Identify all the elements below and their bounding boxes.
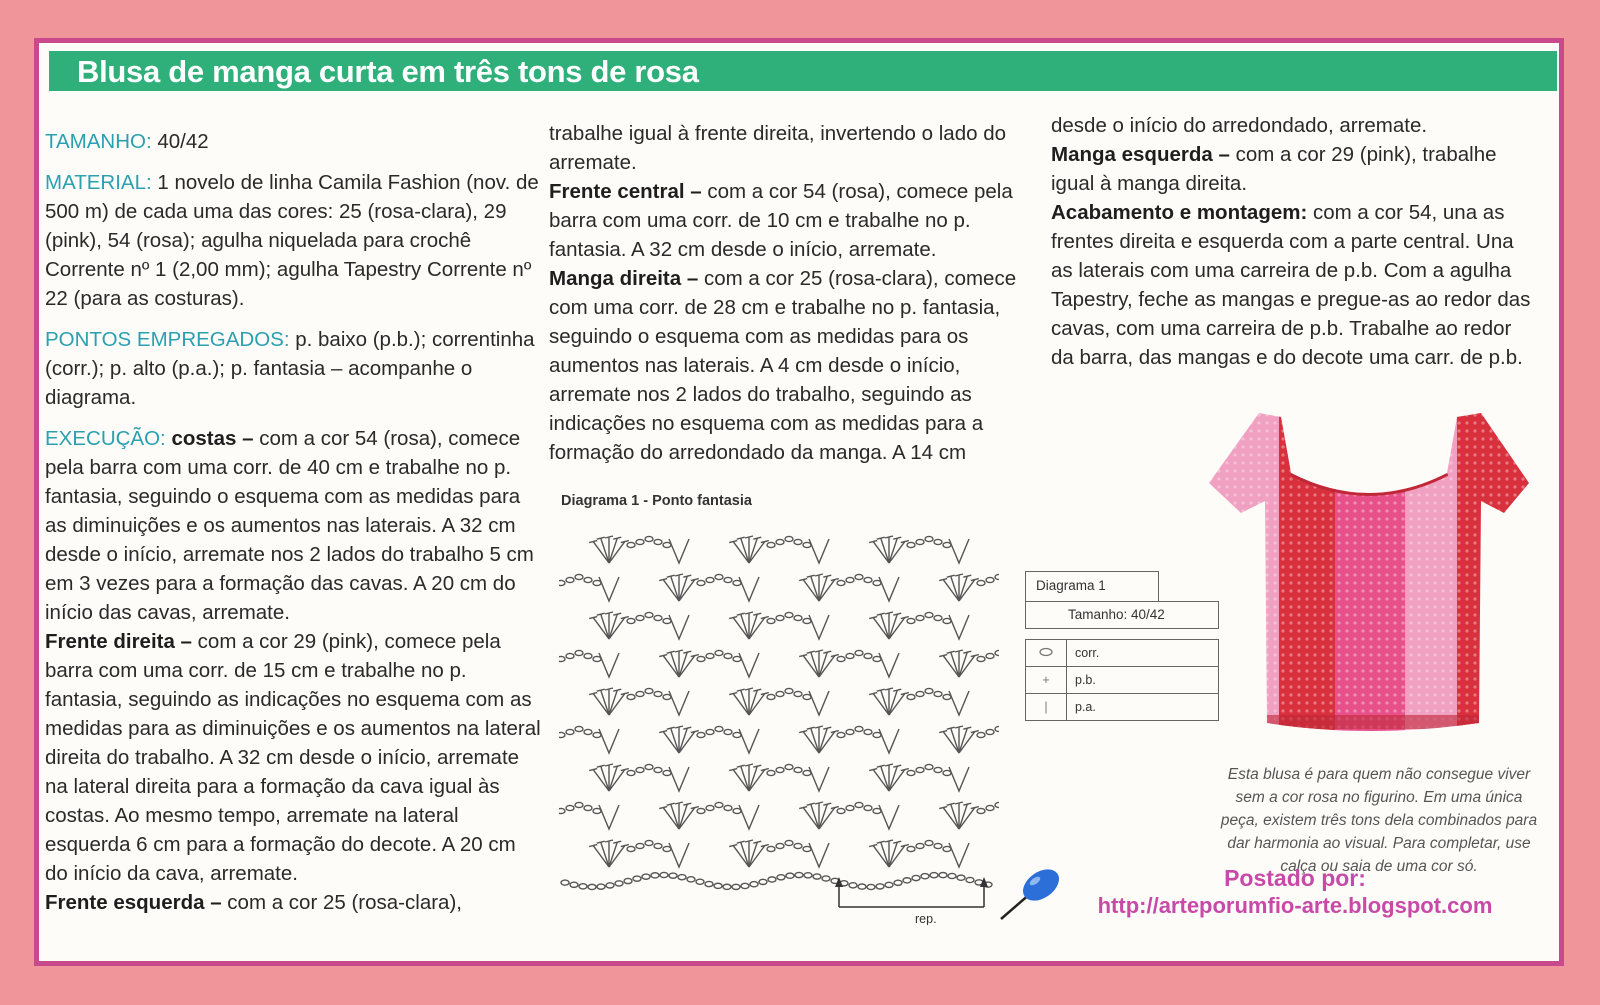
page-frame	[34, 38, 1564, 966]
material-label: MATERIAL:	[45, 171, 152, 194]
frente-central-text: com a cor 54 (rosa), comece pela barra com uma corr. de 10 cm e trabalhe no p. fantasia. A 32 cm desde o início, arremate.	[549, 180, 1013, 261]
tamanho-paragraph	[45, 127, 542, 156]
manga-direita-heading: Manga direita –	[549, 267, 699, 290]
frente-esquerda-paragraph	[45, 888, 542, 917]
pontos-paragraph	[45, 325, 542, 412]
frente-direita-paragraph	[45, 627, 542, 888]
column-3	[1051, 111, 1539, 372]
tamanho-label: TAMANHO:	[45, 130, 152, 153]
legend-row-corr	[1026, 640, 1219, 667]
material-paragraph	[45, 168, 542, 313]
col2-continuation: trabalhe igual à frente direita, invertendo o lado do arremate.	[549, 122, 1007, 174]
chain-stitch-icon	[1026, 640, 1067, 667]
legend-title: Diagrama 1	[1025, 571, 1159, 601]
frente-esquerda-heading: Frente esquerda –	[45, 891, 222, 914]
frente-central-paragraph	[549, 177, 1017, 264]
column-2	[549, 119, 1017, 467]
execucao-paragraph	[45, 424, 542, 627]
legend-label-pa: p.a.	[1067, 694, 1219, 721]
pontos-label: PONTOS EMPREGADOS:	[45, 328, 290, 351]
frente-central-heading: Frente central –	[549, 180, 702, 203]
photo-caption: Esta blusa é para quem não consegue viver sem a cor rosa no figurino. Em uma única peça, existem três tons dela combinados para dar harmonia ao visual. Para completar, use calça ou saia de uma cor só.	[1220, 766, 1538, 875]
manga-esquerda-paragraph	[1051, 140, 1539, 198]
frente-direita-heading: Frente direita –	[45, 630, 192, 653]
material-text: 1 novelo de linha Camila Fashion (nov. de 500 m) de cada uma das cores: 25 (rosa-clara), 29 (pink), 54 (rosa); agulha niquelada para crochê Corrente nº 1 (2,00 mm); agulha Tapestry Corrente nº 22 (para as costuras).	[45, 171, 539, 310]
acabamento-heading: Acabamento e montagem:	[1051, 201, 1308, 224]
legend-label-corr: corr.	[1067, 640, 1219, 667]
costas-text: com a cor 54 (rosa), comece pela barra com uma corr. de 40 cm e trabalhe no p. fantasia, seguindo o esquema com as medidas para as diminuições e os aumentos nas laterais. A 32 cm desde o início, arremate nos 2 lados do trabalho 5 cm em 3 vezes para a formação das cavas. A 20 cm do início das cavas, arremate.	[45, 427, 534, 624]
title-band	[49, 51, 1557, 91]
frente-esquerda-text: com a cor 25 (rosa-clara),	[221, 891, 462, 914]
single-crochet-icon: +	[1026, 667, 1067, 694]
blouse-photo	[1199, 403, 1539, 743]
pontos-text: p. baixo (p.b.); correntinha (corr.); p. alto (p.a.); p. fantasia – acompanhe o diagrama.	[45, 328, 535, 409]
diagram-legend	[1025, 571, 1219, 723]
manga-direita-text: com a cor 25 (rosa-clara), comece com uma corr. de 28 cm e trabalhe no p. fantasia, seguindo o esquema com as medidas para os aumentos nas laterais. A 4 cm desde o início, arremate nos 2 lados do trabalho, seguindo as indicações no esquema com as medidas para a formação do arredondado da manga. A 14 cm	[549, 267, 1017, 464]
legend-row-pb	[1026, 667, 1219, 694]
acabamento-text: com a cor 54, una as frentes direita e esquerda com a parte central. Una as laterais com uma carreira de p.b. Com a agulha Tapestry, feche as mangas e pregue-as ao redor das cavas, com uma carreira de p.b. Trabalhe ao redor da barra, das mangas e do decote uma carr. de p.b.	[1051, 201, 1531, 369]
push-pin-icon	[995, 865, 1065, 925]
acabamento-paragraph	[1051, 198, 1539, 372]
rep-label: rep.	[915, 912, 937, 925]
diagram-title: Diagrama 1 - Ponto fantasia	[561, 493, 752, 509]
crochet-diagram	[559, 515, 999, 925]
credit-url[interactable]: http://arteporumfio-arte.blogspot.com	[1097, 893, 1493, 918]
column-1	[45, 127, 542, 917]
costas-heading: costas –	[165, 427, 254, 450]
frente-direita-text: com a cor 29 (pink), comece pela barra com uma corr. de 15 cm e trabalhe no p. fantasia, seguindo as indicações no esquema com as medidas para as diminuições e os aumentos na lateral direita do trabalho. A 32 cm desde o início, arremate na lateral direita para a formação da cava igual às costas. Ao mesmo tempo, arremate na lateral esquerda 6 cm para a formação do decote. A 20 cm do início da cava, arremate.	[45, 630, 541, 885]
legend-row-pa	[1026, 694, 1219, 721]
col3-continuation: desde o início do arredondado, arremate.	[1051, 114, 1428, 137]
double-crochet-icon: |	[1026, 694, 1067, 721]
credit-label: Postado por:	[1224, 865, 1366, 891]
manga-esquerda-text: com a cor 29 (pink), trabalhe igual à manga direita.	[1051, 143, 1497, 195]
manga-direita-paragraph	[549, 264, 1017, 467]
legend-label-pb: p.b.	[1067, 667, 1219, 694]
manga-esquerda-heading: Manga esquerda –	[1051, 143, 1230, 166]
execucao-label: EXECUÇÃO:	[45, 427, 166, 450]
legend-table	[1025, 639, 1219, 721]
legend-size: Tamanho: 40/42	[1025, 601, 1219, 629]
credit-block	[1061, 865, 1529, 919]
tamanho-value: 40/42	[151, 130, 209, 153]
page-title: Blusa de manga curta em três tons de rosa	[77, 54, 699, 89]
